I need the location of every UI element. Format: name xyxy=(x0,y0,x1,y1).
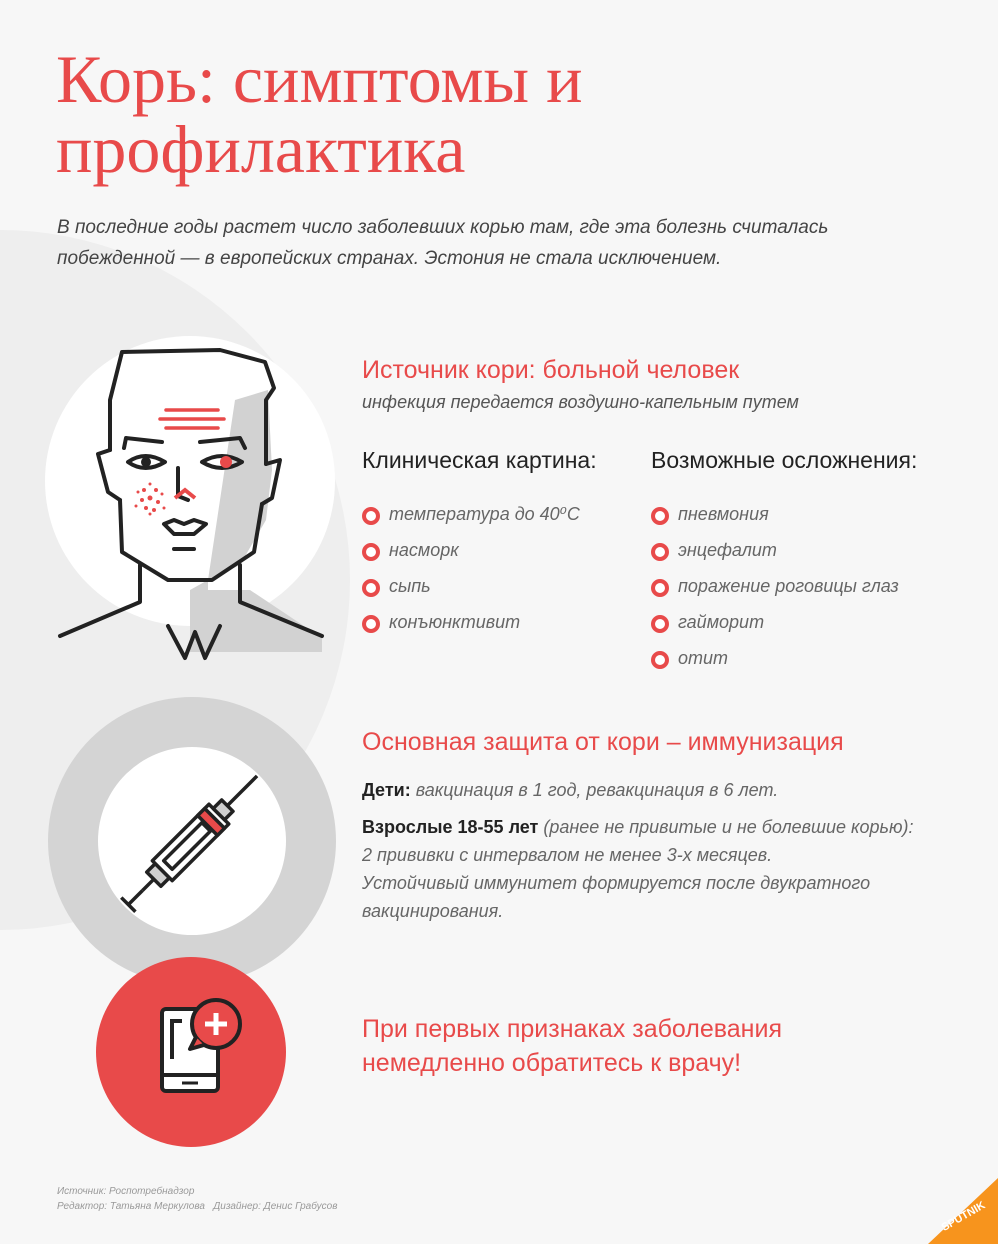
immunization-heading: Основная защита от кори – иммунизация xyxy=(362,728,844,756)
list-item: насморк xyxy=(362,536,580,572)
logo-text: SPUTNIK xyxy=(939,1199,988,1234)
bullet-icon xyxy=(362,579,380,597)
list-item: температура до 40⁰С xyxy=(362,500,580,536)
list-item: отит xyxy=(651,644,899,680)
bullet-icon xyxy=(362,615,380,633)
source-subtitle: инфекция передается воздушно-капельным путем xyxy=(362,392,799,412)
complications-heading: Возможные осложнения: xyxy=(651,447,918,473)
list-item: пневмония xyxy=(651,500,899,536)
syringe-icon xyxy=(98,747,286,935)
face-icon xyxy=(40,340,340,670)
phone-medical-icon xyxy=(96,957,286,1147)
list-item: гайморит xyxy=(651,608,899,644)
adults-detail-1: 2 прививки с интервалом не менее 3-х месяцев. xyxy=(362,845,773,865)
list-item: энцефалит xyxy=(651,536,899,572)
doctor-warning xyxy=(362,1012,822,1080)
credit-source: Источник: Роспотребнадзор xyxy=(57,1186,195,1197)
warning-line-2: немедленно обратитесь к врачу! xyxy=(362,1049,742,1077)
list-item: поражение роговицы глаз xyxy=(651,572,899,608)
complications-list xyxy=(651,500,899,680)
credit-staff: Редактор: Татьяна Меркулова Дизайнер: Денис Грабусов xyxy=(57,1201,338,1212)
clinical-list xyxy=(362,500,580,644)
bullet-icon xyxy=(362,543,380,561)
page-title: Корь: симптомы и профилактика xyxy=(56,41,583,187)
credits xyxy=(57,1184,337,1214)
intro-text: В последние годы растет число заболевших корью там, где эта болезнь считалась побежденной — в европейских странах. Эстония не стала исключением. xyxy=(57,217,829,269)
adults-line: Взрослые 18-55 лет (ранее не привитые и не болевшие корью): xyxy=(362,817,914,837)
bullet-icon xyxy=(651,651,669,669)
list-item: конъюнктивит xyxy=(362,608,580,644)
bullet-icon xyxy=(362,507,380,525)
bullet-icon xyxy=(651,507,669,525)
list-item: сыпь xyxy=(362,572,580,608)
bullet-icon xyxy=(651,543,669,561)
clinical-heading: Клиническая картина: xyxy=(362,447,597,473)
source-heading: Источник кори: больной человек xyxy=(362,356,740,384)
sputnik-logo[interactable] xyxy=(928,1178,998,1244)
bullet-icon xyxy=(651,615,669,633)
bullet-icon xyxy=(651,579,669,597)
children-line: Дети: вакцинация в 1 год, ревакцинация в 6 лет. xyxy=(362,780,779,800)
immunization-text xyxy=(362,776,962,925)
warning-line-1: При первых признаках заболевания xyxy=(362,1015,782,1043)
adults-detail-2: Устойчивый иммунитет формируется после двукратного вакцинирования. xyxy=(362,873,871,921)
